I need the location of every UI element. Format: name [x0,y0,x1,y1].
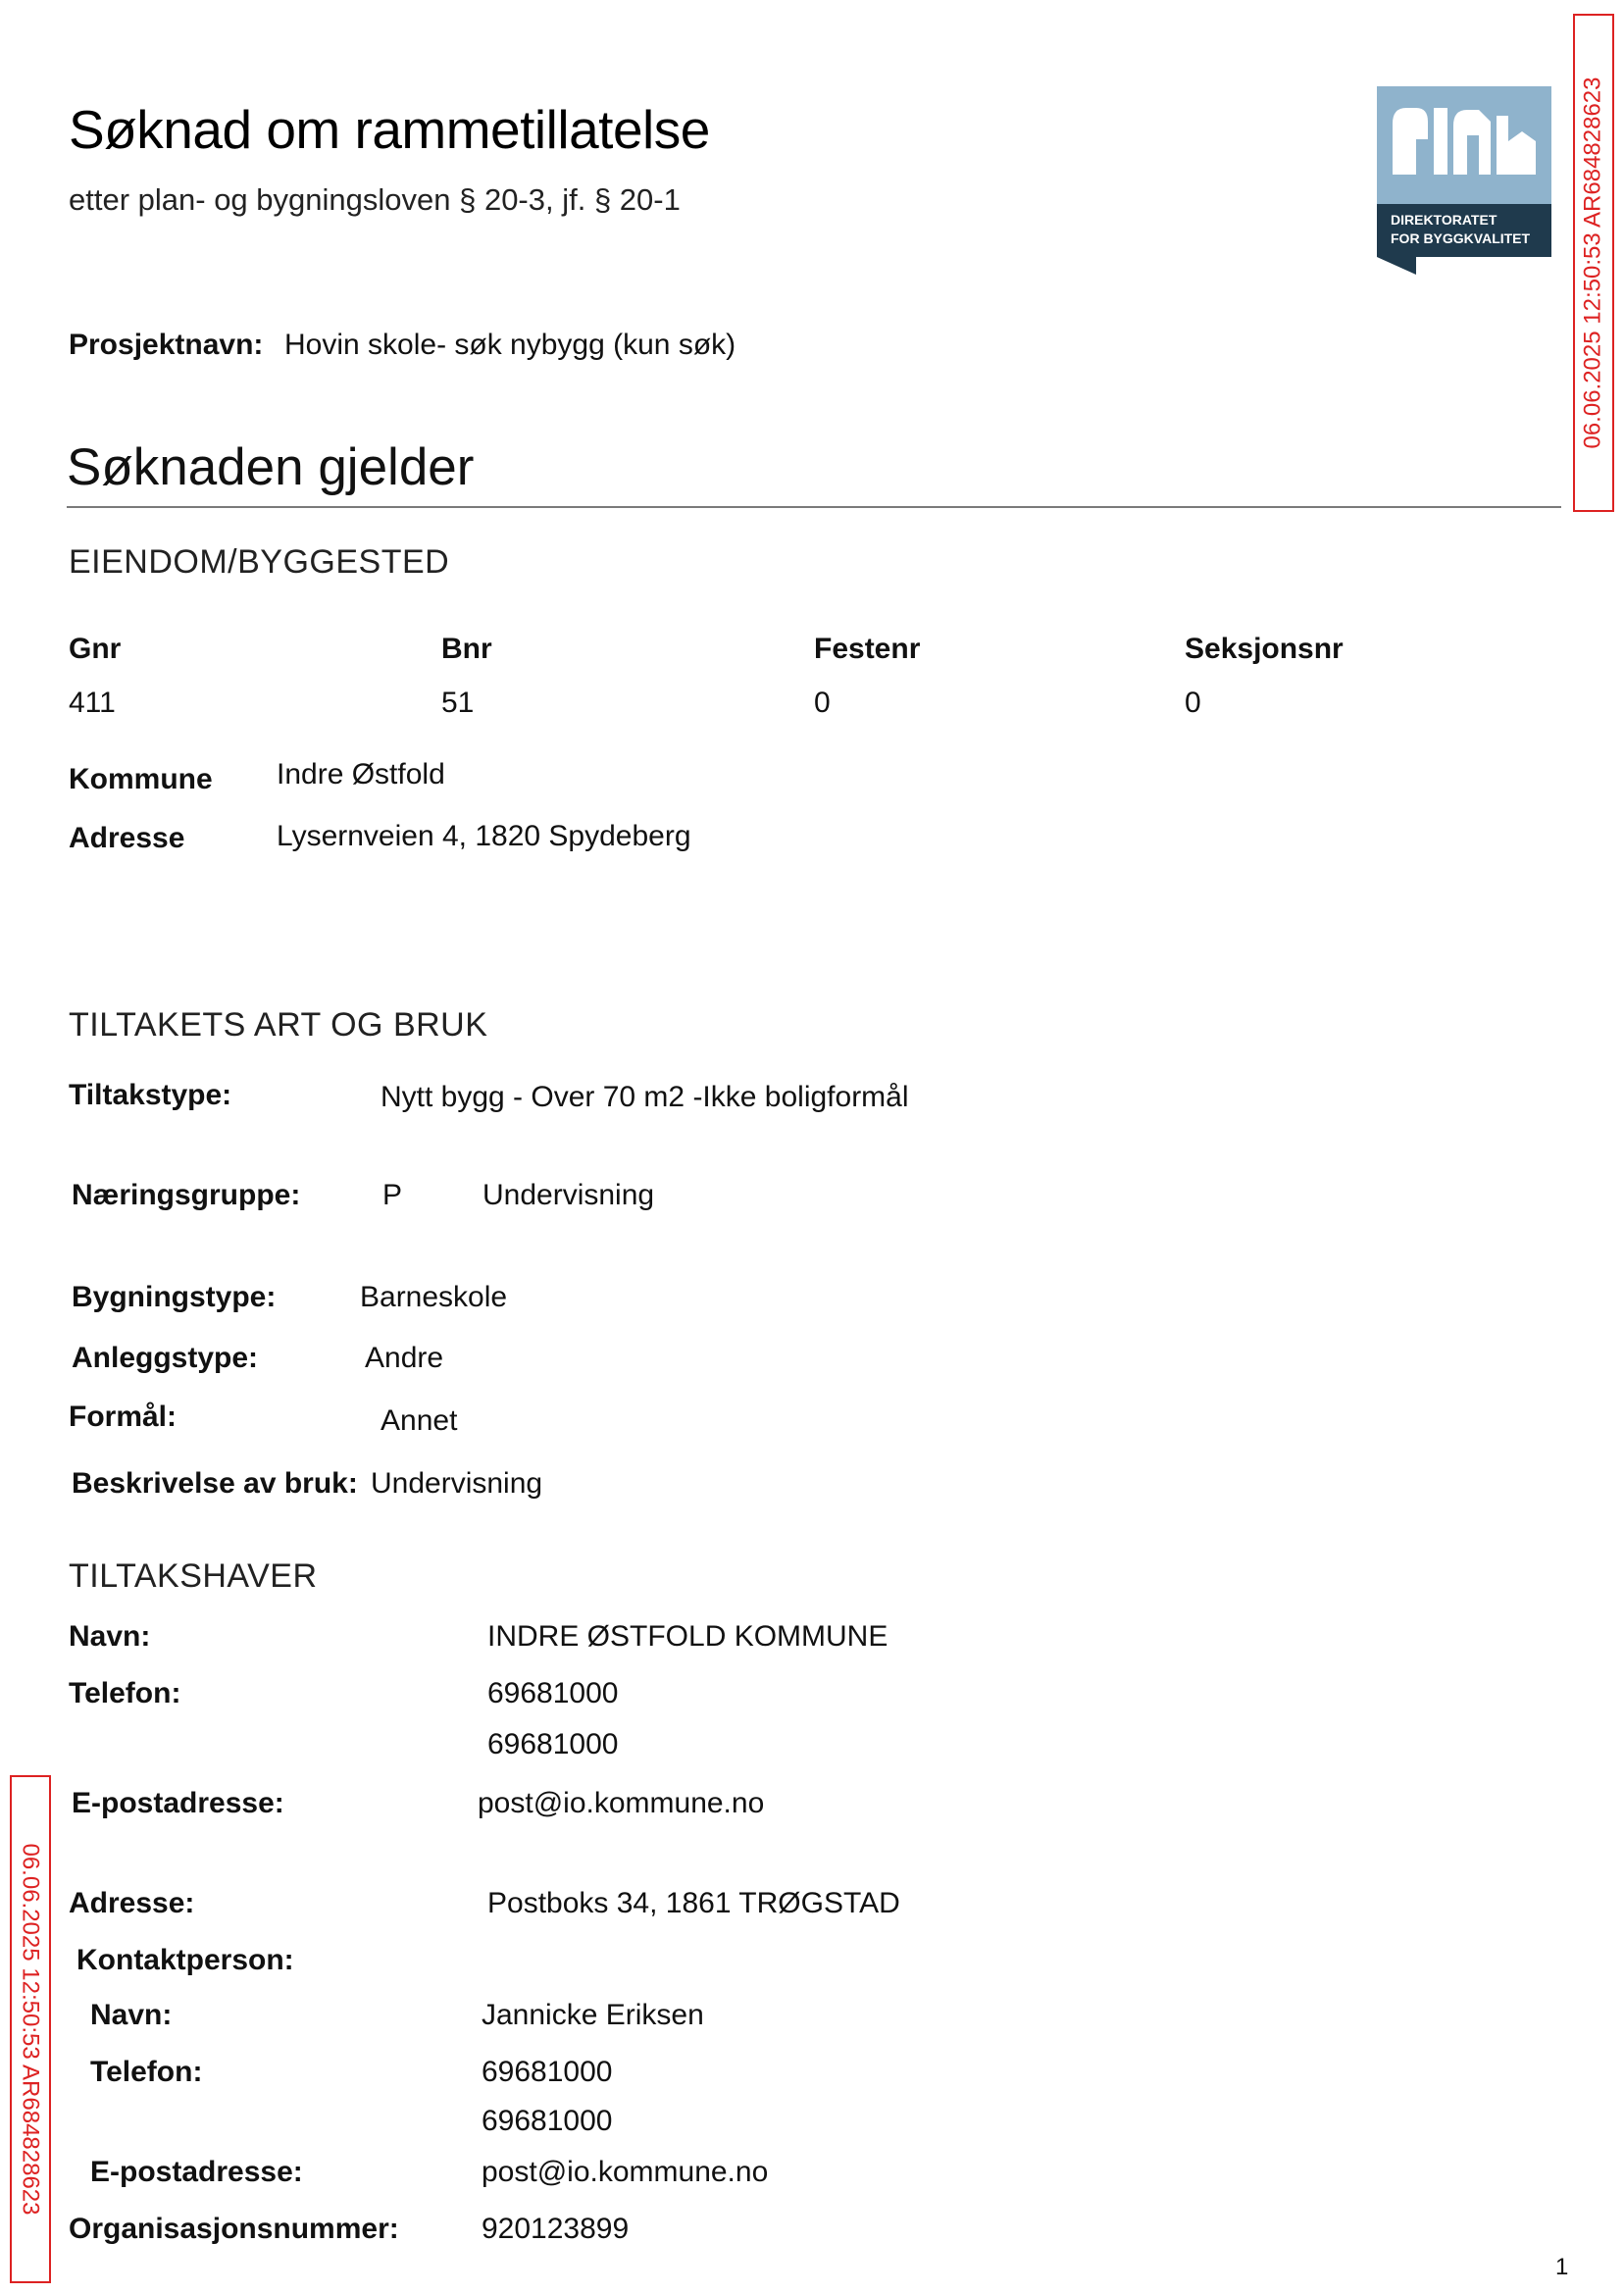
logo-text-line1: DIREKTORATET [1391,212,1497,228]
page-number: 1 [1555,2254,1569,2280]
document-subtitle: etter plan- og bygningsloven § 20-3, jf. § 20-1 [69,182,681,217]
anleggstype-label: Anleggstype: [72,1342,259,1374]
dibk-logo-icon [1377,86,1551,275]
tiltak-heading: TILTAKETS ART OG BRUK [69,1006,488,1044]
document-title: Søknad om rammetillatelse [69,99,710,160]
section-title: Søknaden gjelder [67,438,475,496]
bnr-value: 51 [441,687,475,719]
kontaktperson-navn-label: Navn: [90,1999,173,2031]
kontaktperson-telefon-label: Telefon: [90,2056,203,2088]
beskrivelse-value: Undervisning [371,1467,543,1500]
kontaktperson-navn-value: Jannicke Eriksen [482,1999,704,2031]
naeringsgruppe-value: Undervisning [482,1179,655,1211]
timestamp-stamp-right-text: 06.06.2025 12:50:53 AR684828623 [1580,76,1606,449]
tiltakshaver-adresse-label: Adresse: [69,1887,195,1919]
kommune-value: Indre Østfold [277,758,445,790]
tiltakshaver-telefon-value-2: 69681000 [487,1728,619,1760]
seksjonsnr-label: Seksjonsnr [1185,633,1344,665]
kontaktperson-telefon-value-1: 69681000 [482,2056,613,2088]
naeringsgruppe-label: Næringsgruppe: [72,1179,301,1211]
tiltakshaver-telefon-value-1: 69681000 [487,1677,619,1709]
kontaktperson-telefon-value-2: 69681000 [482,2105,613,2137]
timestamp-stamp-right [1573,14,1614,512]
kontaktperson-epost-value: post@io.kommune.no [482,2156,769,2188]
festenr-value: 0 [814,687,831,719]
tiltakshaver-navn-label: Navn: [69,1620,151,1653]
kommune-label: Kommune [69,763,213,795]
tiltakshaver-epost-label: E-postadresse: [72,1787,284,1819]
tiltakshaver-adresse-value: Postboks 34, 1861 TRØGSTAD [487,1887,900,1919]
organisasjonsnummer-label: Organisasjonsnummer: [69,2213,399,2245]
project-name-value: Hovin skole- søk nybygg (kun søk) [284,329,736,361]
naeringsgruppe-code: P [382,1179,403,1211]
gnr-value: 411 [69,687,116,719]
logo-text-line2: FOR BYGGKVALITET [1391,230,1531,246]
organisasjonsnummer-value: 920123899 [482,2213,630,2245]
project-name-label: Prosjektnavn: [69,329,264,361]
section-divider [67,506,1561,508]
eiendom-heading: EIENDOM/BYGGESTED [69,543,450,581]
tiltakstype-label: Tiltakstype: [69,1079,232,1111]
adresse-label: Adresse [69,822,185,854]
seksjonsnr-value: 0 [1185,687,1201,719]
adresse-value: Lysernveien 4, 1820 Spydeberg [277,820,691,852]
anleggstype-value: Andre [365,1342,444,1374]
kontaktperson-label: Kontaktperson: [76,1944,294,1976]
formal-value: Annet [381,1404,458,1437]
formal-label: Formål: [69,1401,178,1433]
tiltakshaver-telefon-label: Telefon: [69,1677,181,1709]
tiltakshaver-navn-value: INDRE ØSTFOLD KOMMUNE [487,1620,888,1653]
bygningstype-value: Barneskole [360,1281,508,1313]
bygningstype-label: Bygningstype: [72,1281,277,1313]
festenr-label: Festenr [814,633,921,665]
bnr-label: Bnr [441,633,492,665]
beskrivelse-label: Beskrivelse av bruk: [72,1467,358,1500]
gnr-label: Gnr [69,633,122,665]
timestamp-stamp-left-text: 06.06.2025 12:50:53 AR684828623 [18,1843,44,2216]
dibk-logo [1377,86,1551,275]
tiltakshaver-heading: TILTAKSHAVER [69,1557,318,1595]
timestamp-stamp-left [10,1775,51,2283]
kontaktperson-epost-label: E-postadresse: [90,2156,303,2188]
tiltakshaver-epost-value: post@io.kommune.no [478,1787,765,1819]
tiltakstype-value: Nytt bygg - Over 70 m2 -Ikke boligformål [381,1081,909,1113]
